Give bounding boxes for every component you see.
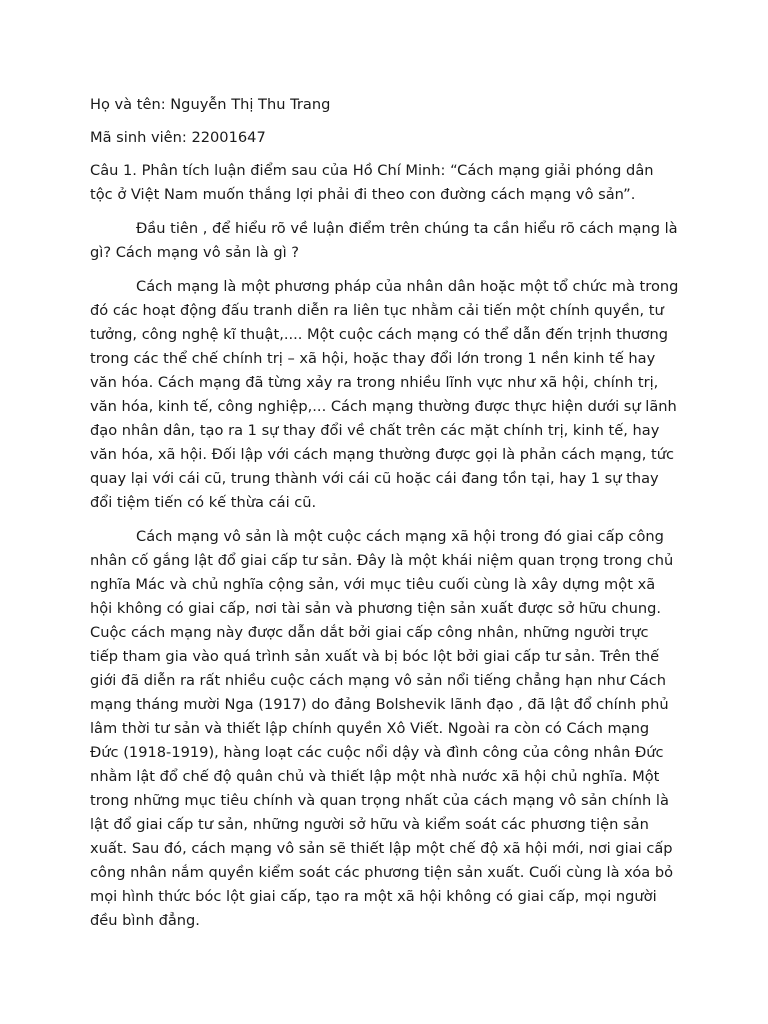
paragraph-intro: Đầu tiên , để hiểu rõ về luận điểm trên chúng ta cần hiểu rõ cách mạng là gì? Cách mạng vô sản là gì ? — [90, 220, 678, 261]
paragraph-proletarian-revolution: Cách mạng vô sản là một cuộc cách mạng xã hội trong đó giai cấp công nhân cố gắng lật đổ giai cấp tư sản. Đây là một khái niệm quan trọng trong chủ nghĩa Mác và chủ nghĩa cộng sản, với mục tiêu cuối cùng là xây dựng một xã hội không có giai cấp, nơi tài sản và phương tiện sản xuất được sở hữu chung. Cuộc cách mạng này được dẫn dắt bởi giai cấp công nhân, những người trực tiếp tham gia vào quá trình sản xuất và bị bóc lột bởi giai cấp tư sản. Trên thế giới đã diễn ra rất nhiều cuộc cách mạng vô sản nổi tiếng chẳng hạn như Cách mạng tháng mười Nga (1917) do đảng Bolshevik lãnh đạo , đã lật đổ chính phủ lâm thời tư sản và thiết lập chính quyền Xô Viết. Ngoài ra còn có Cách mạng Đức (1918-1919), hàng loạt các cuộc nổi dậy và đình công của công nhân Đức nhằm lật đổ chế độ quân chủ và thiết lập một nhà nước xã hội chủ nghĩa. Một trong những mục tiêu chính và quan trọng nhất của cách mạng vô sản chính là lật đổ giai cấp tư sản, những người sở hữu và kiểm soát các phương tiện sản xuất. Sau đó, cách mạng vô sản sẽ thiết lập một chế độ xã hội mới, nơi giai cấp công nhân nắm quyền kiểm soát các phương tiện sản xuất. Cuối cùng là xóa bỏ mọi hình thức bóc lột giai cấp, tạo ra một xã hội không có giai cấp, mọi người đều bình đẳng. — [90, 528, 674, 929]
document-body — [90, 93, 680, 943]
question-text: Câu 1. Phân tích luận điểm sau của Hồ Chí Minh: “Cách mạng giải phóng dân tộc ở Việt Nam muốn thắng lợi phải đi theo con đường cách mạng vô sản”. — [90, 162, 654, 203]
student-name-line: Họ và tên: Nguyễn Thị Thu Trang — [90, 96, 331, 113]
paragraph-revolution-definition: Cách mạng là một phương pháp của nhân dân hoặc một tổ chức mà trong đó các hoạt động đấu tranh diễn ra liên tục nhằm cải tiến một chính quyền, tư tưởng, công nghệ kĩ thuật,.... Một cuộc cách mạng có thể dẫn đến trịnh thương trong các thể chế chính trị – xã hội, hoặc thay đổi lớn trong 1 nền kinh tế hay văn hóa. Cách mạng đã từng xảy ra trong nhiều lĩnh vực như xã hội, chính trị, văn hóa, kinh tế, công nghiệp,... Cách mạng thường được thực hiện dưới sự lãnh đạo nhân dân, tạo ra 1 sự thay đổi về chất trên các mặt chính trị, kinh tế, hay văn hóa, xã hội. Đối lập với cách mạng thường được gọi là phản cách mạng, tức quay lại với cái cũ, trung thành với cái cũ hoặc cái đang tồn tại, hay 1 sự thay đổi tiệm tiến có kế thừa cái cũ. — [90, 278, 679, 511]
student-id-line: Mã sinh viên: 22001647 — [90, 129, 266, 146]
